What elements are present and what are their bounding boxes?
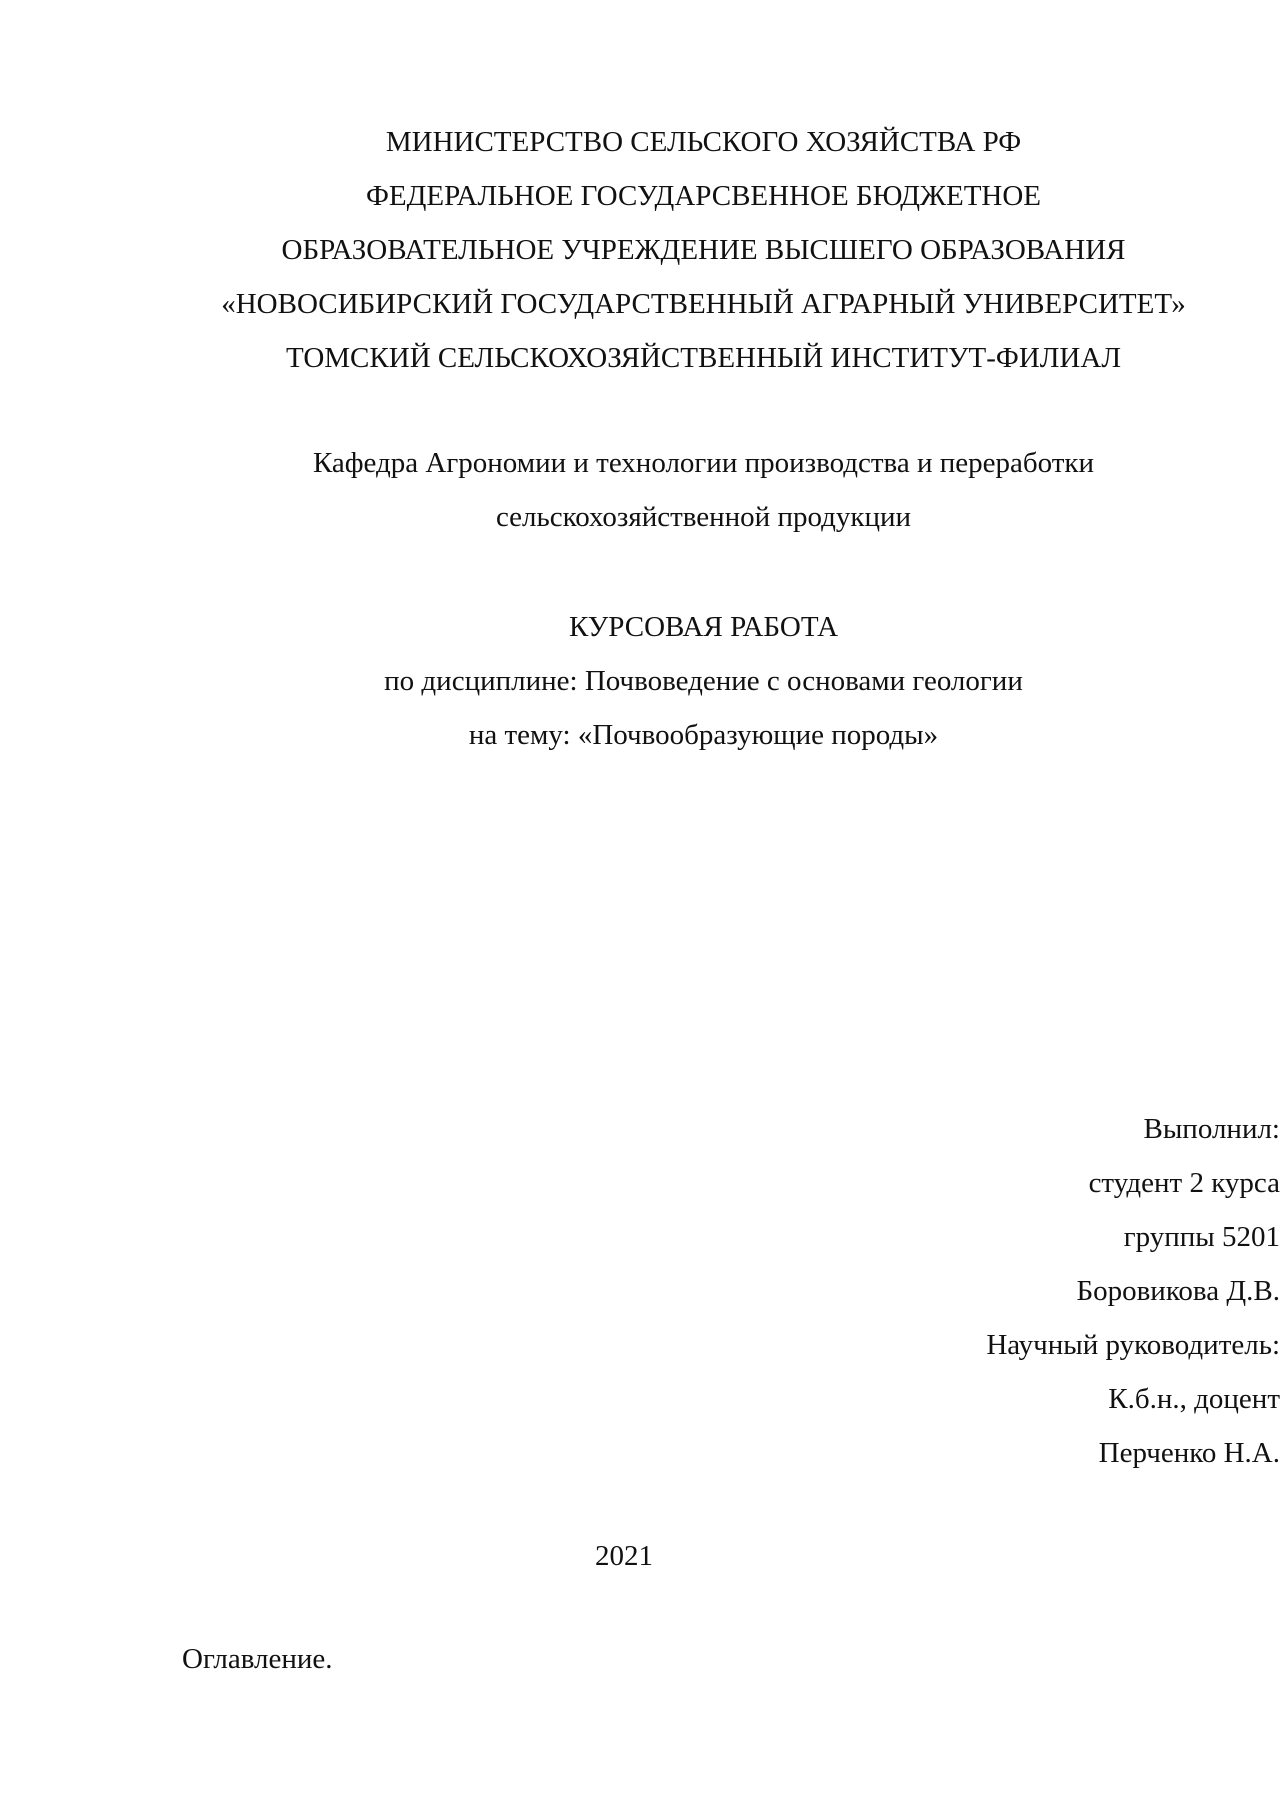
- department-line-1: Кафедра Агрономии и технологии производства и переработки: [312, 447, 1095, 479]
- work-discipline: по дисциплине: Почвоведение с основами геологии: [384, 665, 1023, 697]
- work-type-title: КУРСОВАЯ РАБОТА: [568, 611, 839, 643]
- header-line-institution-type: ОБРАЗОВАТЕЛЬНОЕ УЧРЕЖДЕНИЕ ВЫСШЕГО ОБРАЗОВАНИЯ: [281, 234, 1126, 266]
- supervisor-name: Перченко Н.А.: [1098, 1437, 1280, 1469]
- header-line-federal: ФЕДЕРАЛЬНОЕ ГОСУДАРСВЕННОЕ БЮДЖЕТНОЕ: [365, 180, 1042, 212]
- header-line-university: «НОВОСИБИРСКИЙ ГОСУДАРСТВЕННЫЙ АГРАРНЫЙ УНИВЕРСИТЕТ»: [221, 288, 1186, 320]
- author-name: Боровикова Д.В.: [1076, 1275, 1280, 1307]
- author-group: группы 5201: [1123, 1221, 1280, 1253]
- work-topic: на тему: «Почвообразующие породы»: [468, 719, 939, 751]
- contents-heading: Оглавление.: [182, 1643, 333, 1675]
- author-performed-label: Выполнил:: [1143, 1113, 1280, 1145]
- header-line-branch: ТОМСКИЙ СЕЛЬСКОХОЗЯЙСТВЕННЫЙ ИНСТИТУТ-ФИЛИАЛ: [286, 342, 1121, 374]
- supervisor-label: Научный руководитель:: [986, 1329, 1280, 1361]
- department-line-2: сельскохозяйственной продукции: [495, 501, 912, 533]
- supervisor-title: К.б.н., доцент: [1108, 1383, 1280, 1415]
- author-course: студент 2 курса: [1088, 1167, 1280, 1199]
- header-line-ministry: МИНИСТЕРСТВО СЕЛЬСКОГО ХОЗЯЙСТВА РФ: [385, 126, 1022, 158]
- document-year: 2021: [595, 1540, 653, 1572]
